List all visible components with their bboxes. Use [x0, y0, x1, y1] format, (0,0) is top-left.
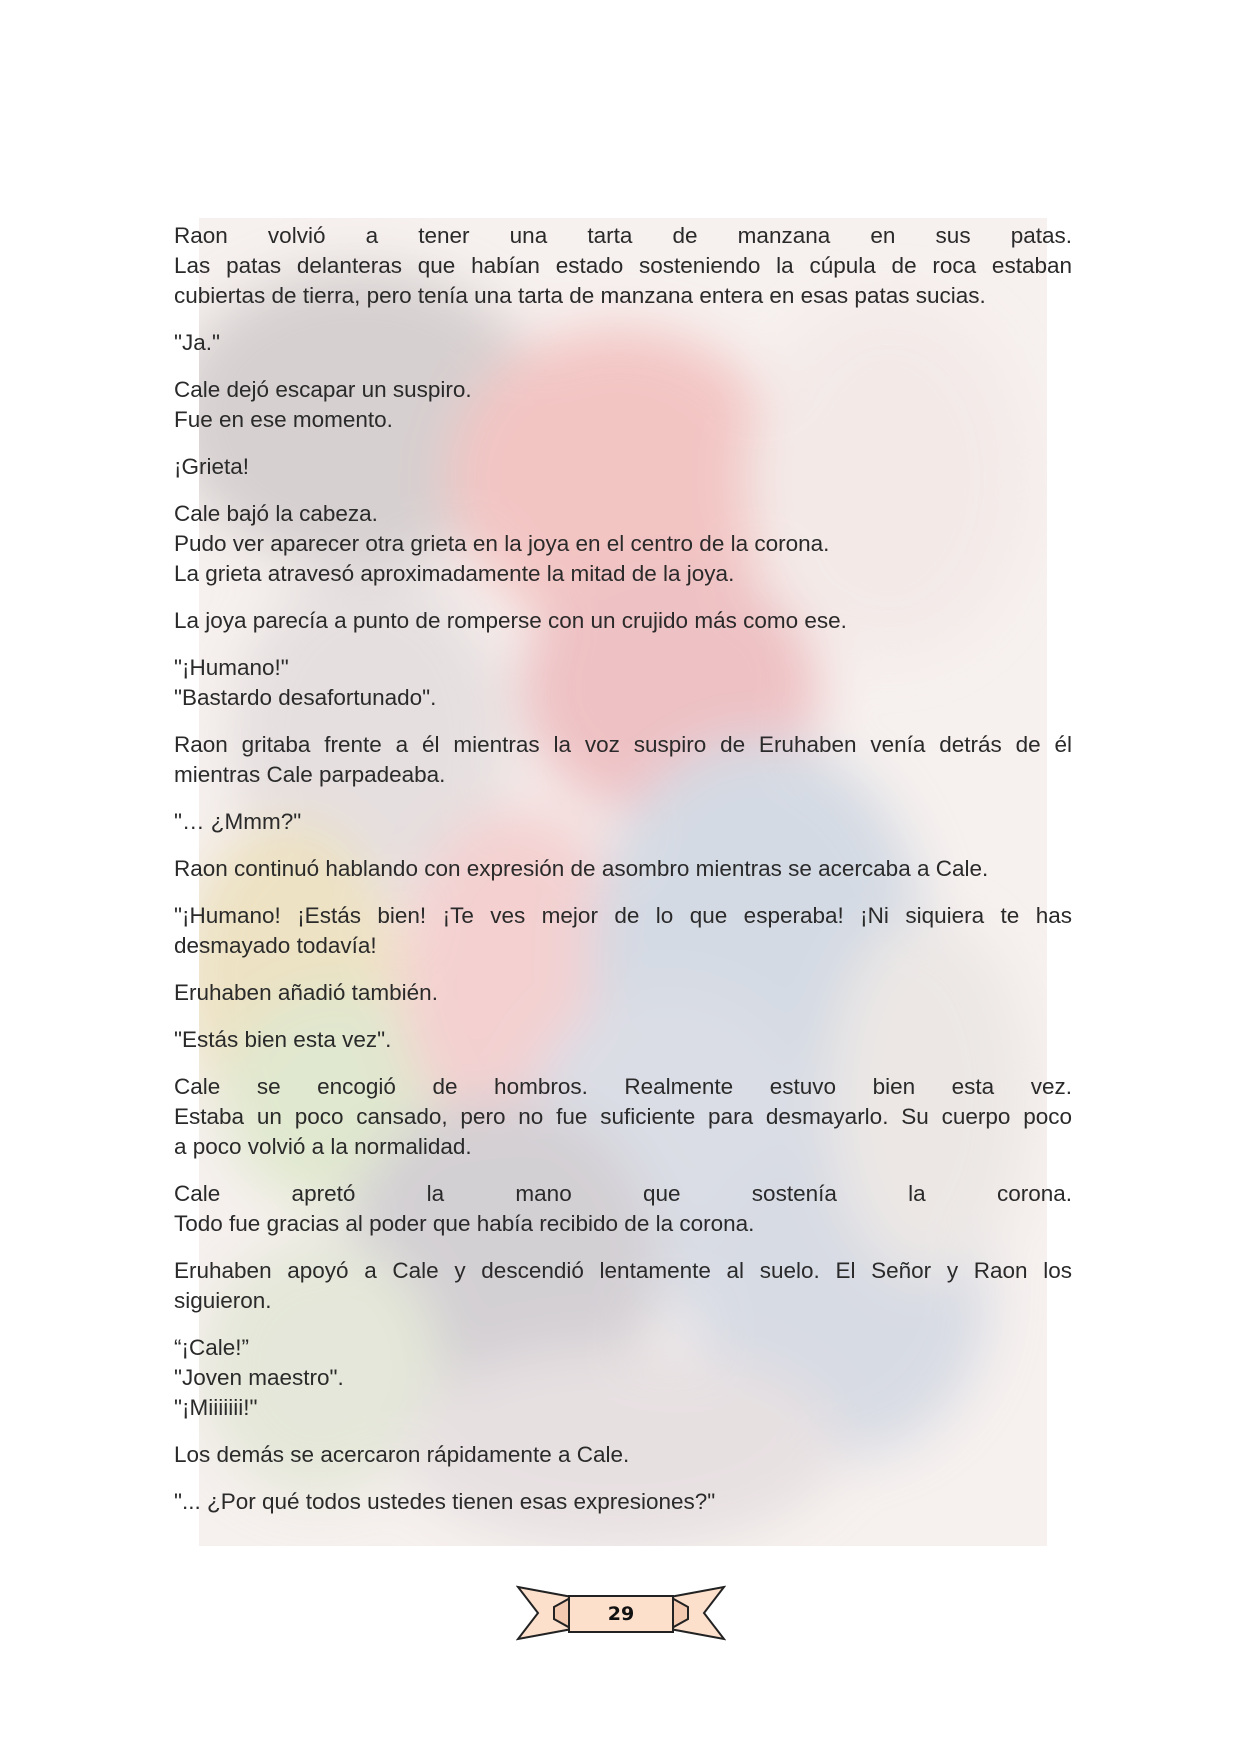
text-line: Raon gritaba frente a él mientras la voz suspiro de Eruhaben venía detrás de él	[174, 732, 1072, 757]
paragraph	[174, 606, 1072, 636]
text-line: "¡Humano! ¡Estás bien! ¡Te ves mejor de lo que esperaba! ¡Ni siquiera te has	[174, 903, 1072, 928]
text-line: a poco volvió a la normalidad.	[174, 1134, 472, 1159]
text-line: "… ¿Mmm?"	[174, 809, 302, 834]
text-line: “¡Cale!”	[174, 1335, 250, 1360]
paragraph	[174, 978, 1072, 1008]
paragraph	[174, 328, 1072, 358]
text-line: Cale se encogió de hombros. Realmente estuvo bien esta vez.	[174, 1074, 1072, 1099]
paragraph	[174, 901, 1072, 961]
text-line: "¡Miiiiiii!"	[174, 1395, 258, 1420]
paragraph	[174, 1179, 1072, 1239]
text-line: "Bastardo desafortunado".	[174, 685, 437, 710]
text-line: Todo fue gracias al poder que había recibido de la corona.	[174, 1211, 755, 1236]
paragraph	[174, 730, 1072, 790]
document-body	[174, 221, 1072, 1534]
text-line: "Joven maestro".	[174, 1365, 344, 1390]
paragraph	[174, 1025, 1072, 1055]
text-line: "Estás bien esta vez".	[174, 1027, 392, 1052]
text-line: Los demás se acercaron rápidamente a Cale.	[174, 1442, 630, 1467]
text-line: Raon volvió a tener una tarta de manzana en sus patas.	[174, 223, 1072, 248]
text-line: La joya parecía a punto de romperse con un crujido más como ese.	[174, 608, 847, 633]
paragraph	[174, 499, 1072, 589]
text-line: siguieron.	[174, 1288, 272, 1313]
paragraph	[174, 1333, 1072, 1423]
text-line: Cale bajó la cabeza.	[174, 501, 378, 526]
text-line: Fue en ese momento.	[174, 407, 393, 432]
paragraph	[174, 807, 1072, 837]
paragraph	[174, 452, 1072, 482]
text-line: "Ja."	[174, 330, 220, 355]
page-number-ribbon	[516, 1583, 726, 1643]
text-line: Eruhaben apoyó a Cale y descendió lentamente al suelo. El Señor y Raon los	[174, 1258, 1072, 1283]
text-line: Raon continuó hablando con expresión de asombro mientras se acercaba a Cale.	[174, 856, 989, 881]
page-number: 29	[607, 1603, 635, 1625]
paragraph	[174, 221, 1072, 311]
text-line: Pudo ver aparecer otra grieta en la joya en el centro de la corona.	[174, 531, 830, 556]
text-line: "¡Humano!"	[174, 655, 289, 680]
text-line: Estaba un poco cansado, pero no fue suficiente para desmayarlo. Su cuerpo poco	[174, 1104, 1072, 1129]
paragraph	[174, 1440, 1072, 1470]
paragraph	[174, 375, 1072, 435]
text-line: desmayado todavía!	[174, 933, 377, 958]
paragraph	[174, 653, 1072, 713]
text-line: La grieta atravesó aproximadamente la mitad de la joya.	[174, 561, 735, 586]
text-line: mientras Cale parpadeaba.	[174, 762, 446, 787]
text-line: Cale apretó la mano que sostenía la corona.	[174, 1181, 1072, 1206]
paragraph	[174, 1256, 1072, 1316]
text-line: ¡Grieta!	[174, 454, 250, 479]
text-line: "... ¿Por qué todos ustedes tienen esas expresiones?"	[174, 1489, 716, 1514]
paragraph	[174, 1487, 1072, 1517]
text-line: Las patas delanteras que habían estado sosteniendo la cúpula de roca estaban	[174, 253, 1072, 278]
paragraph	[174, 1072, 1072, 1162]
paragraph	[174, 854, 1072, 884]
text-line: Eruhaben añadió también.	[174, 980, 438, 1005]
text-line: Cale dejó escapar un suspiro.	[174, 377, 472, 402]
text-line: cubiertas de tierra, pero tenía una tarta de manzana entera en esas patas sucias.	[174, 283, 986, 308]
